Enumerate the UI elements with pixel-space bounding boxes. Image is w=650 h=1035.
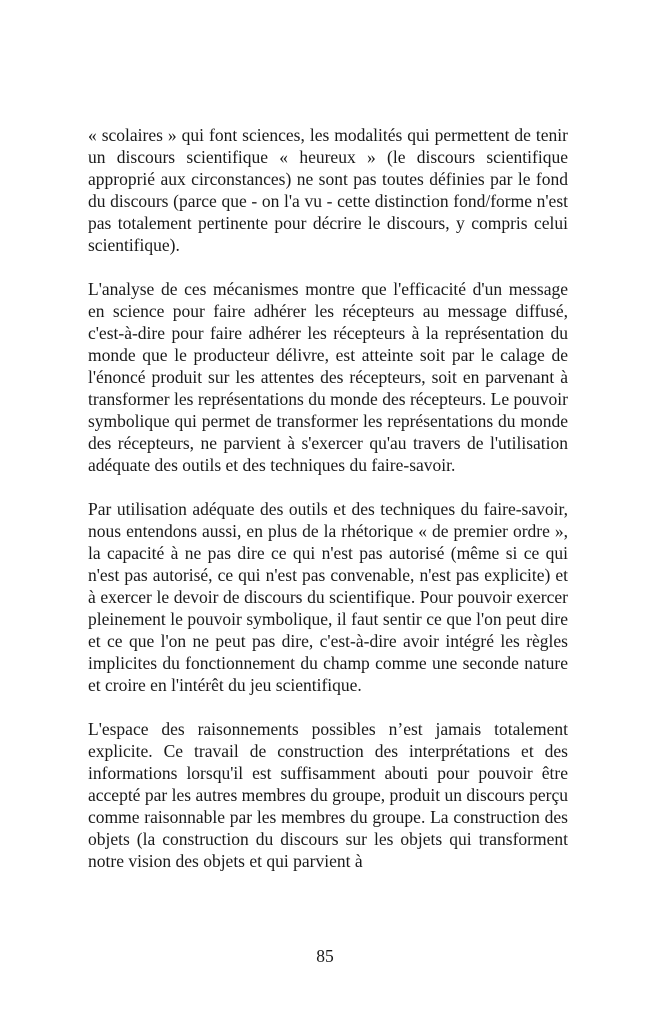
body-text [88, 124, 568, 894]
paragraph-2: L'analyse de ces mécanismes montre que l'efficacité d'un message en science pour faire adhérer les récepteurs au message diffusé, c'est-à-dire pour faire adhérer les récepteurs à la représentation du monde que le producteur délivre, est atteinte soit par le calage de l'énoncé produit sur les attentes des récepteurs, soit en parvenant à transformer les représentations du monde des récepteurs. Le pouvoir symbolique qui permet de transformer les représentations du monde des récepteurs, ne parvient à s'exercer qu'au travers de l'utilisation adéquate des outils et des techniques du faire-savoir. [88, 279, 568, 475]
paragraph-4: L'espace des raisonnements possibles n’est jamais totalement explicite. Ce travail de construction des interprétations et des informations lorsqu'il est suffisamment abouti pour pouvoir être accepté par les autres membres du groupe, produit un discours perçu comme raisonnable par les membres du groupe. La construction des objets (la construction du discours sur les objets qui transforment notre vision des objets et qui parvient à [88, 719, 568, 871]
paragraph-3: Par utilisation adéquate des outils et des techniques du faire-savoir, nous entendons aussi, en plus de la rhétorique « de premier ordre », la capacité à ne pas dire ce qui n'est pas autorisé (même si ce qui n'est pas autorisé, ce qui n'est pas convenable, n'est pas explicite) et à exercer le devoir de discours du scientifique. Pour pouvoir exercer pleinement le pouvoir symbolique, il faut sentir ce que l'on peut dire et ce que l'on ne peut pas dire, c'est-à-dire avoir intégré les règles implicites du fonctionnement du champ comme une seconde nature et croire en l'intérêt du jeu scientifique. [88, 499, 568, 695]
paragraph-1: « scolaires » qui font sciences, les modalités qui permettent de tenir un discours scientifique « heureux » (le discours scientifique approprié aux circonstances) ne sont pas toutes définies par le fond du discours (parce que - on l'a vu - cette distinction fond/forme n'est pas totalement pertinente pour décrire le discours, y compris celui scientifique). [88, 125, 568, 255]
page-number: 85 [316, 946, 334, 966]
